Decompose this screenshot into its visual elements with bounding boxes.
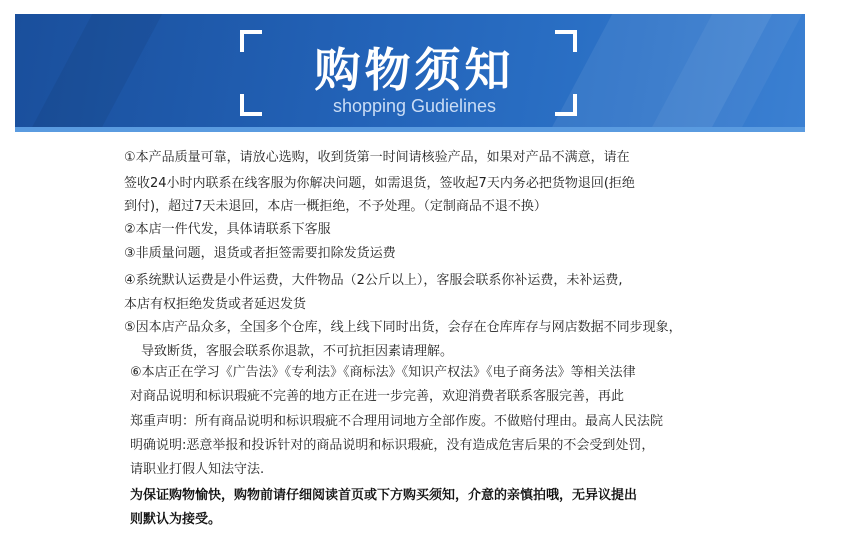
- notice-line: 导致断货，客服会联系你退款，不可抗拒因素请理解。: [141, 344, 454, 359]
- notice-line: ④系统默认运费是小件运费，大件物品（2公斤以上），客服会联系你补运费，未补运费,: [124, 273, 623, 288]
- notice-line: ⑥本店正在学习《广告法》《专利法》《商标法》《知识产权法》《电子商务法》等相关法律: [130, 365, 636, 380]
- notice-line: 请职业打假人知法守法.: [130, 462, 265, 477]
- notice-line: 对商品说明和标识瑕疵不完善的地方正在进一步完善，欢迎消费者联系客服完善，再此: [130, 389, 625, 404]
- notice-line: ③非质量问题，退货或者拒签需要扣除发货运费: [124, 246, 396, 261]
- notice-line: 郑重声明：所有商品说明和标识瑕疵不合理用词地方全部作废。不做赔付理由。最高人民法院: [130, 414, 664, 429]
- notice-line: 签收24小时内联系在线客服为你解决问题，如需退货，签收起7天内务必把货物退回(拒绝: [124, 176, 635, 191]
- notice-line: 到付)，超过7天未退回，本店一概拒绝，不予处理。（定制商品不退不换）: [124, 199, 547, 214]
- banner-subtitle: shopping Gudielines: [332, 96, 497, 116]
- notice-line: 本店有权拒绝发货或者延迟发货: [124, 297, 307, 312]
- closing-notice-line: 为保证购物愉快，购物前请仔细阅读首页或下方购买须知，介意的亲慎拍哦，无异议提出: [130, 488, 638, 503]
- closing-notice-line: 则默认为接受。: [130, 512, 222, 527]
- notice-line: ②本店一件代发，具体请联系下客服: [124, 222, 331, 237]
- banner-title: 购物须知: [314, 43, 515, 97]
- notice-line: ①本产品质量可靠，请放心选购，收到货第一时间请核验产品，如果对产品不满意，请在: [124, 150, 630, 165]
- notice-line: 明确说明:恶意举报和投诉针对的商品说明和标识瑕疵，没有造成危害后果的不会受到处罚，: [130, 438, 655, 453]
- notice-line: ⑤因本店产品众多，全国多个仓库，线上线下同时出货，会存在仓库库存与网店数据不同步现象，: [124, 320, 682, 335]
